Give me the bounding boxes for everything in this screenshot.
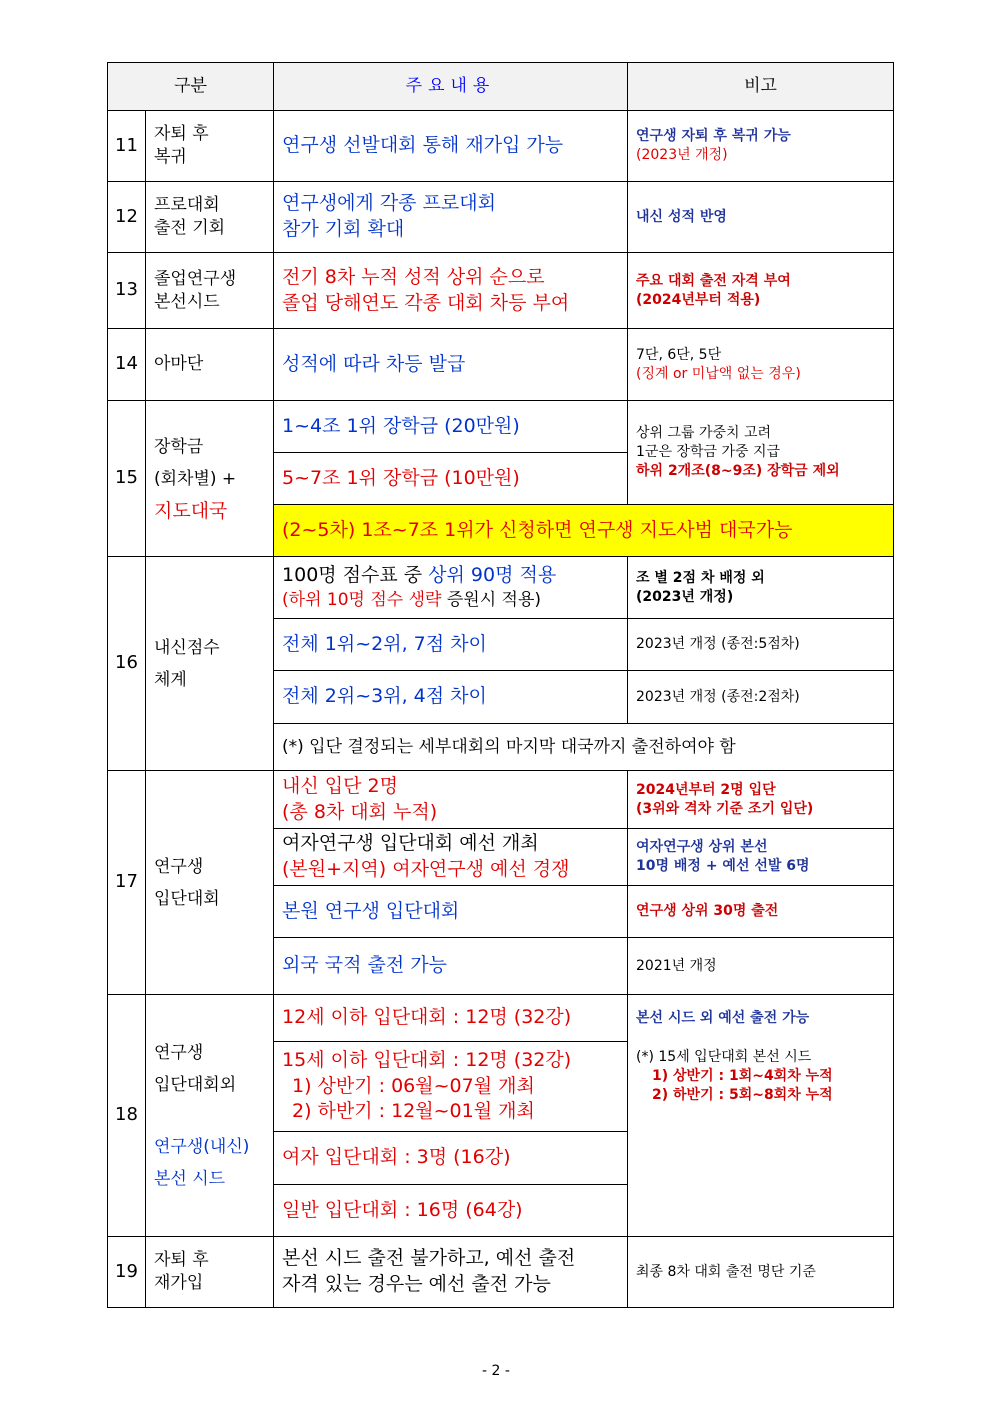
row-content: 본원 연구생 입단대회 bbox=[274, 886, 628, 938]
row-category: 자퇴 후 복귀 bbox=[146, 111, 274, 182]
row-note: 연구생 상위 30명 출전 bbox=[628, 886, 894, 938]
table-row bbox=[108, 182, 894, 253]
row-content: 전체 1위~2위, 7점 차이 bbox=[274, 619, 628, 671]
row-content: 전체 2위~3위, 4점 차이 bbox=[274, 671, 628, 724]
row-number: 19 bbox=[108, 1237, 146, 1308]
row-note: 주요 대회 출전 자격 부여 (2024년부터 적용) bbox=[628, 253, 894, 329]
row-number: 12 bbox=[108, 182, 146, 253]
row-content: 내신 입단 2명 (총 8차 대회 누적) bbox=[274, 771, 628, 829]
table-row bbox=[108, 329, 894, 401]
table-header bbox=[108, 63, 894, 111]
row-note: 조 별 2점 차 배정 외 (2023년 개정) bbox=[628, 557, 894, 619]
row-category: 연구생 입단대회외 연구생(내신) 본선 시드 bbox=[146, 995, 274, 1237]
row-number: 17 bbox=[108, 771, 146, 995]
row-content: 15세 이하 입단대회 : 12명 (32강) 1) 상반기 : 06월~07월 개최 2) 하반기 : 12월~01월 개최 bbox=[274, 1042, 628, 1132]
row-number: 14 bbox=[108, 329, 146, 401]
row-content: 성적에 따라 차등 발급 bbox=[274, 329, 628, 401]
header-category: 구분 bbox=[108, 63, 274, 111]
row-content: 5~7조 1위 장학금 (10만원) bbox=[274, 453, 628, 505]
header-note: 비고 bbox=[628, 63, 894, 111]
row-content: 연구생 선발대회 통해 재가입 가능 bbox=[274, 111, 628, 182]
page-number: - 2 - bbox=[482, 1363, 510, 1379]
row-content: 여자 입단대회 : 3명 (16강) bbox=[274, 1132, 628, 1185]
row-note: 2023년 개정 (종전:2점차) bbox=[628, 671, 894, 724]
row-category: 연구생 입단대회 bbox=[146, 771, 274, 995]
row-number: 11 bbox=[108, 111, 146, 182]
row-note: 내신 성적 반영 bbox=[628, 182, 894, 253]
row-number: 18 bbox=[108, 995, 146, 1237]
row-content: 12세 이하 입단대회 : 12명 (32강) bbox=[274, 995, 628, 1042]
row-note: 본선 시드 외 예선 출전 가능 (*) 15세 입단대회 본선 시드 1) 상반기 : 1회~4회차 누적 2) 하반기 : 5회~8회차 누적 bbox=[628, 995, 894, 1237]
row-note: 연구생 자퇴 후 복귀 가능 (2023년 개정) bbox=[628, 111, 894, 182]
table-row bbox=[108, 557, 894, 619]
row-content: 일반 입단대회 : 16명 (64강) bbox=[274, 1185, 628, 1237]
row-note: 7단, 6단, 5단 (징계 or 미납액 없는 경우) bbox=[628, 329, 894, 401]
row-note: 2023년 개정 (종전:5점차) bbox=[628, 619, 894, 671]
header-content: 주요내용 bbox=[274, 63, 628, 111]
table-row bbox=[108, 995, 894, 1042]
table-row bbox=[108, 111, 894, 182]
row-number: 16 bbox=[108, 557, 146, 771]
row-number: 15 bbox=[108, 401, 146, 557]
table-row bbox=[108, 253, 894, 329]
regulation-table bbox=[107, 62, 894, 1308]
highlight-content: (2~5차) 1조~7조 1위가 신청하면 연구생 지도사범 대국가능 bbox=[274, 505, 894, 557]
row-category: 졸업연구생 본선시드 bbox=[146, 253, 274, 329]
table-row bbox=[108, 771, 894, 829]
row-category: 프로대회 출전 기회 bbox=[146, 182, 274, 253]
row-content: 연구생에게 각종 프로대회 참가 기회 확대 bbox=[274, 182, 628, 253]
row-content: 1~4조 1위 장학금 (20만원) bbox=[274, 401, 628, 453]
row-note: 2024년부터 2명 입단 (3위와 격차 기준 조기 입단) bbox=[628, 771, 894, 829]
row-note: 최종 8차 대회 출전 명단 기준 bbox=[628, 1237, 894, 1308]
row-category: 아마단 bbox=[146, 329, 274, 401]
table-row bbox=[108, 401, 894, 453]
table-row bbox=[108, 1237, 894, 1308]
row-number: 13 bbox=[108, 253, 146, 329]
row-category: 자퇴 후 재가입 bbox=[146, 1237, 274, 1308]
footnote: (*) 입단 결정되는 세부대회의 마지막 대국까지 출전하여야 함 bbox=[274, 724, 894, 771]
row-note: 2021년 개정 bbox=[628, 938, 894, 995]
row-note: 여자연구생 상위 본선 10명 배정 + 예선 선발 6명 bbox=[628, 829, 894, 886]
row-category: 장학금 (회차별) + 지도대국 bbox=[146, 401, 274, 557]
row-content: 100명 점수표 중 상위 90명 적용 (하위 10명 점수 생략 증원시 적용) bbox=[274, 557, 628, 619]
row-content: 여자연구생 입단대회 예선 개최 (본원+지역) 여자연구생 예선 경쟁 bbox=[274, 829, 628, 886]
row-content: 본선 시드 출전 불가하고, 예선 출전 자격 있는 경우는 예선 출전 가능 bbox=[274, 1237, 628, 1308]
row-note: 상위 그룹 가중치 고려 1군은 장학금 가중 지급 하위 2개조(8~9조) 장학금 제외 bbox=[628, 401, 894, 505]
row-content: 외국 국적 출전 가능 bbox=[274, 938, 628, 995]
row-content: 전기 8차 누적 성적 상위 순으로 졸업 당해연도 각종 대회 차등 부여 bbox=[274, 253, 628, 329]
row-category: 내신점수 체계 bbox=[146, 557, 274, 771]
